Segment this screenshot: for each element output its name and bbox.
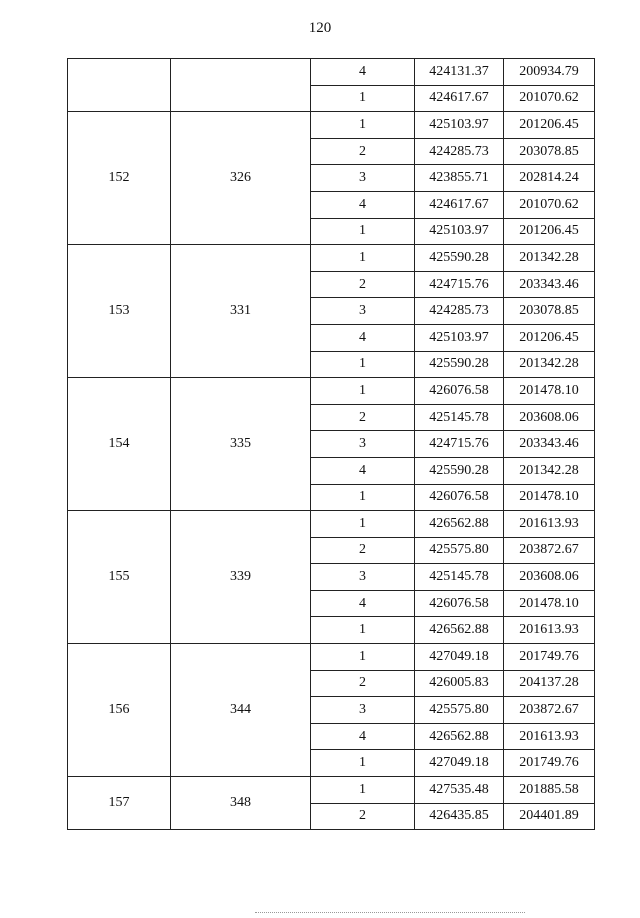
point-number-cell: 4: [311, 59, 415, 86]
y-coordinate-cell: 201613.93: [504, 511, 595, 538]
point-number-cell: 1: [311, 112, 415, 139]
area-cell: [171, 59, 311, 112]
x-coordinate-cell: 424715.76: [415, 431, 504, 458]
x-coordinate-cell: 427049.18: [415, 644, 504, 671]
point-number-cell: 3: [311, 564, 415, 591]
y-coordinate-cell: 200934.79: [504, 59, 595, 86]
y-coordinate-cell: 201478.10: [504, 378, 595, 405]
x-coordinate-cell: 425145.78: [415, 564, 504, 591]
point-number-cell: 2: [311, 404, 415, 431]
area-cell: 344: [171, 644, 311, 777]
point-number-cell: 2: [311, 537, 415, 564]
x-coordinate-cell: 426076.58: [415, 590, 504, 617]
point-number-cell: 2: [311, 271, 415, 298]
table-row: [68, 378, 595, 405]
y-coordinate-cell: 201342.28: [504, 457, 595, 484]
y-coordinate-cell: 203608.06: [504, 564, 595, 591]
area-cell: 335: [171, 378, 311, 511]
x-coordinate-cell: 425103.97: [415, 324, 504, 351]
plot-number-cell: [68, 59, 171, 112]
point-number-cell: 3: [311, 165, 415, 192]
point-number-cell: 1: [311, 245, 415, 272]
x-coordinate-cell: 424617.67: [415, 85, 504, 112]
coordinates-table-body: [68, 59, 595, 830]
y-coordinate-cell: 203872.67: [504, 697, 595, 724]
y-coordinate-cell: 204401.89: [504, 803, 595, 830]
y-coordinate-cell: 202814.24: [504, 165, 595, 192]
point-number-cell: 3: [311, 431, 415, 458]
point-number-cell: 1: [311, 750, 415, 777]
area-cell: 326: [171, 112, 311, 245]
table-row: [68, 777, 595, 804]
point-number-cell: 4: [311, 723, 415, 750]
point-number-cell: 4: [311, 457, 415, 484]
x-coordinate-cell: 426435.85: [415, 803, 504, 830]
x-coordinate-cell: 425103.97: [415, 218, 504, 245]
point-number-cell: 4: [311, 590, 415, 617]
y-coordinate-cell: 203078.85: [504, 138, 595, 165]
x-coordinate-cell: 423855.71: [415, 165, 504, 192]
x-coordinate-cell: 426076.58: [415, 484, 504, 511]
plot-number-cell: 153: [68, 245, 171, 378]
point-number-cell: 1: [311, 617, 415, 644]
x-coordinate-cell: 424131.37: [415, 59, 504, 86]
point-number-cell: 4: [311, 191, 415, 218]
point-number-cell: 1: [311, 777, 415, 804]
y-coordinate-cell: 203608.06: [504, 404, 595, 431]
area-cell: 348: [171, 777, 311, 830]
table-row: [68, 245, 595, 272]
y-coordinate-cell: 201478.10: [504, 484, 595, 511]
table-row: [68, 644, 595, 671]
point-number-cell: 4: [311, 324, 415, 351]
x-coordinate-cell: 426562.88: [415, 511, 504, 538]
plot-number-cell: 154: [68, 378, 171, 511]
y-coordinate-cell: 201070.62: [504, 85, 595, 112]
y-coordinate-cell: 201749.76: [504, 750, 595, 777]
point-number-cell: 2: [311, 138, 415, 165]
point-number-cell: 2: [311, 670, 415, 697]
table-row: [68, 112, 595, 139]
y-coordinate-cell: 201070.62: [504, 191, 595, 218]
y-coordinate-cell: 201749.76: [504, 644, 595, 671]
y-coordinate-cell: 201206.45: [504, 324, 595, 351]
x-coordinate-cell: 424617.67: [415, 191, 504, 218]
y-coordinate-cell: 201885.58: [504, 777, 595, 804]
y-coordinate-cell: 203872.67: [504, 537, 595, 564]
x-coordinate-cell: 424285.73: [415, 138, 504, 165]
y-coordinate-cell: 203343.46: [504, 431, 595, 458]
x-coordinate-cell: 426005.83: [415, 670, 504, 697]
coordinates-table: [67, 58, 595, 830]
y-coordinate-cell: 201342.28: [504, 351, 595, 378]
x-coordinate-cell: 426076.58: [415, 378, 504, 405]
plot-number-cell: 157: [68, 777, 171, 830]
point-number-cell: 1: [311, 511, 415, 538]
y-coordinate-cell: 203343.46: [504, 271, 595, 298]
y-coordinate-cell: 201613.93: [504, 723, 595, 750]
plot-number-cell: 156: [68, 644, 171, 777]
x-coordinate-cell: 426562.88: [415, 723, 504, 750]
point-number-cell: 1: [311, 644, 415, 671]
y-coordinate-cell: 204137.28: [504, 670, 595, 697]
area-cell: 331: [171, 245, 311, 378]
table-row: [68, 511, 595, 538]
point-number-cell: 1: [311, 378, 415, 405]
x-coordinate-cell: 425590.28: [415, 245, 504, 272]
plot-number-cell: 152: [68, 112, 171, 245]
point-number-cell: 2: [311, 803, 415, 830]
x-coordinate-cell: 425590.28: [415, 457, 504, 484]
point-number-cell: 3: [311, 697, 415, 724]
x-coordinate-cell: 425590.28: [415, 351, 504, 378]
x-coordinate-cell: 425575.80: [415, 537, 504, 564]
point-number-cell: 3: [311, 298, 415, 325]
y-coordinate-cell: 201342.28: [504, 245, 595, 272]
table-row: [68, 59, 595, 86]
y-coordinate-cell: 201206.45: [504, 218, 595, 245]
y-coordinate-cell: 201206.45: [504, 112, 595, 139]
x-coordinate-cell: 424285.73: [415, 298, 504, 325]
y-coordinate-cell: 201613.93: [504, 617, 595, 644]
y-coordinate-cell: 201478.10: [504, 590, 595, 617]
x-coordinate-cell: 425575.80: [415, 697, 504, 724]
x-coordinate-cell: 425103.97: [415, 112, 504, 139]
point-number-cell: 1: [311, 484, 415, 511]
x-coordinate-cell: 427049.18: [415, 750, 504, 777]
point-number-cell: 1: [311, 218, 415, 245]
page-bottom-edge: [255, 912, 525, 913]
area-cell: 339: [171, 511, 311, 644]
x-coordinate-cell: 424715.76: [415, 271, 504, 298]
point-number-cell: 1: [311, 85, 415, 112]
x-coordinate-cell: 426562.88: [415, 617, 504, 644]
x-coordinate-cell: 427535.48: [415, 777, 504, 804]
page-number: 120: [308, 20, 332, 36]
plot-number-cell: 155: [68, 511, 171, 644]
point-number-cell: 1: [311, 351, 415, 378]
x-coordinate-cell: 425145.78: [415, 404, 504, 431]
y-coordinate-cell: 203078.85: [504, 298, 595, 325]
